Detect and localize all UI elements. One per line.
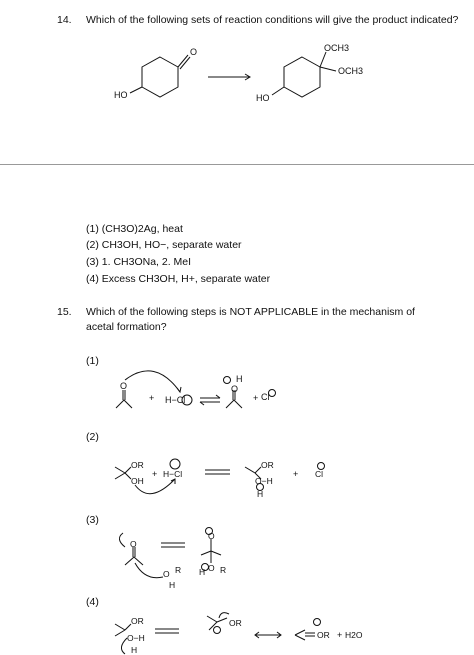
cyclohexanone-structure xyxy=(130,55,190,97)
step4-oh: O−H xyxy=(127,633,145,643)
q15-part-1-label[interactable]: (1) xyxy=(86,355,99,367)
step2-chloride: Cl xyxy=(315,469,324,479)
q15-step-2 xyxy=(105,455,335,515)
q14-option-4[interactable] xyxy=(86,272,270,287)
q15-part-3-label[interactable]: (3) xyxy=(86,514,99,526)
step2-h-2: H xyxy=(257,489,264,499)
q15-step-3 xyxy=(105,525,265,595)
product-hydroxyl-label: HO xyxy=(256,93,270,103)
reaction-arrow xyxy=(208,74,250,80)
step1-plus-1: + xyxy=(149,393,155,403)
option-number: (1) xyxy=(86,223,99,235)
step3-r-2: R xyxy=(220,565,227,575)
option-number: (4) xyxy=(86,273,99,285)
step4-or-2: OR xyxy=(229,618,242,628)
step2-or-2: OR xyxy=(261,460,274,470)
option-number: (3) xyxy=(86,256,99,268)
option-text: 1. CH3ONa, 2. MeI xyxy=(101,256,192,268)
step3-or-oxygen: O xyxy=(163,569,170,579)
q14-question: Which of the following sets of reaction conditions will give the product indicated? xyxy=(86,14,459,26)
q15-step-1 xyxy=(105,362,305,417)
step3-oxygen: O xyxy=(130,539,137,549)
section-divider xyxy=(0,164,474,165)
step2-plus: + xyxy=(152,469,158,479)
step1-hcl: H−Cl xyxy=(165,395,186,405)
q14-reaction-scheme xyxy=(100,35,380,115)
option-text: Excess CH3OH, H+, separate water xyxy=(101,273,271,285)
step1-h: H xyxy=(236,374,243,384)
step3-oxygen-2: O xyxy=(208,531,215,541)
q15-question: Which of the following steps is NOT APPLICABLE in the mechanism of acetal formation? xyxy=(86,306,415,333)
step4-or: OR xyxy=(131,616,144,626)
step2-hcl: H−Cl xyxy=(163,469,183,479)
step3-r: R xyxy=(175,565,182,575)
step1-plus-2: + xyxy=(253,393,259,403)
step4-plus: + xyxy=(337,630,343,640)
q14-number: 14. xyxy=(57,14,72,26)
step3-h-2: H xyxy=(199,567,206,577)
option-number: (2) xyxy=(86,239,99,251)
step1-chloride: Cl xyxy=(261,392,270,402)
step2-oh: OH xyxy=(131,476,144,486)
step4-or-3: OR xyxy=(317,630,330,640)
reactant-hydroxyl-label: HO xyxy=(114,90,128,100)
step1-oxygen-2: O xyxy=(231,384,239,394)
q14-option-1[interactable] xyxy=(86,222,183,237)
step2-or: OR xyxy=(131,460,144,470)
reactant-oxygen-label: O xyxy=(190,47,198,57)
option-text: (CH3O)2Ag, heat xyxy=(101,223,183,235)
q15-part-4-label[interactable]: (4) xyxy=(86,596,99,608)
product-methoxy-1: OCH3 xyxy=(324,43,350,53)
q14-option-3[interactable] xyxy=(86,255,191,270)
q15-step-4 xyxy=(105,608,365,655)
step2-plus-2: + xyxy=(293,469,299,479)
step4-water: H2O xyxy=(345,630,363,640)
option-text: CH3OH, HO−, separate water xyxy=(101,239,242,251)
q14-option-2[interactable] xyxy=(86,238,242,253)
q15-part-2-label[interactable]: (2) xyxy=(86,431,99,443)
step3-oxygen-3: O xyxy=(208,563,215,573)
step4-h: H xyxy=(131,645,138,655)
acetal-product-structure xyxy=(272,52,336,97)
step2-oh-2: O−H xyxy=(255,476,273,486)
step1-oxygen: O xyxy=(120,381,128,391)
step3-h: H xyxy=(169,580,176,590)
product-methoxy-2: OCH3 xyxy=(338,66,364,76)
q15-number: 15. xyxy=(57,306,72,318)
